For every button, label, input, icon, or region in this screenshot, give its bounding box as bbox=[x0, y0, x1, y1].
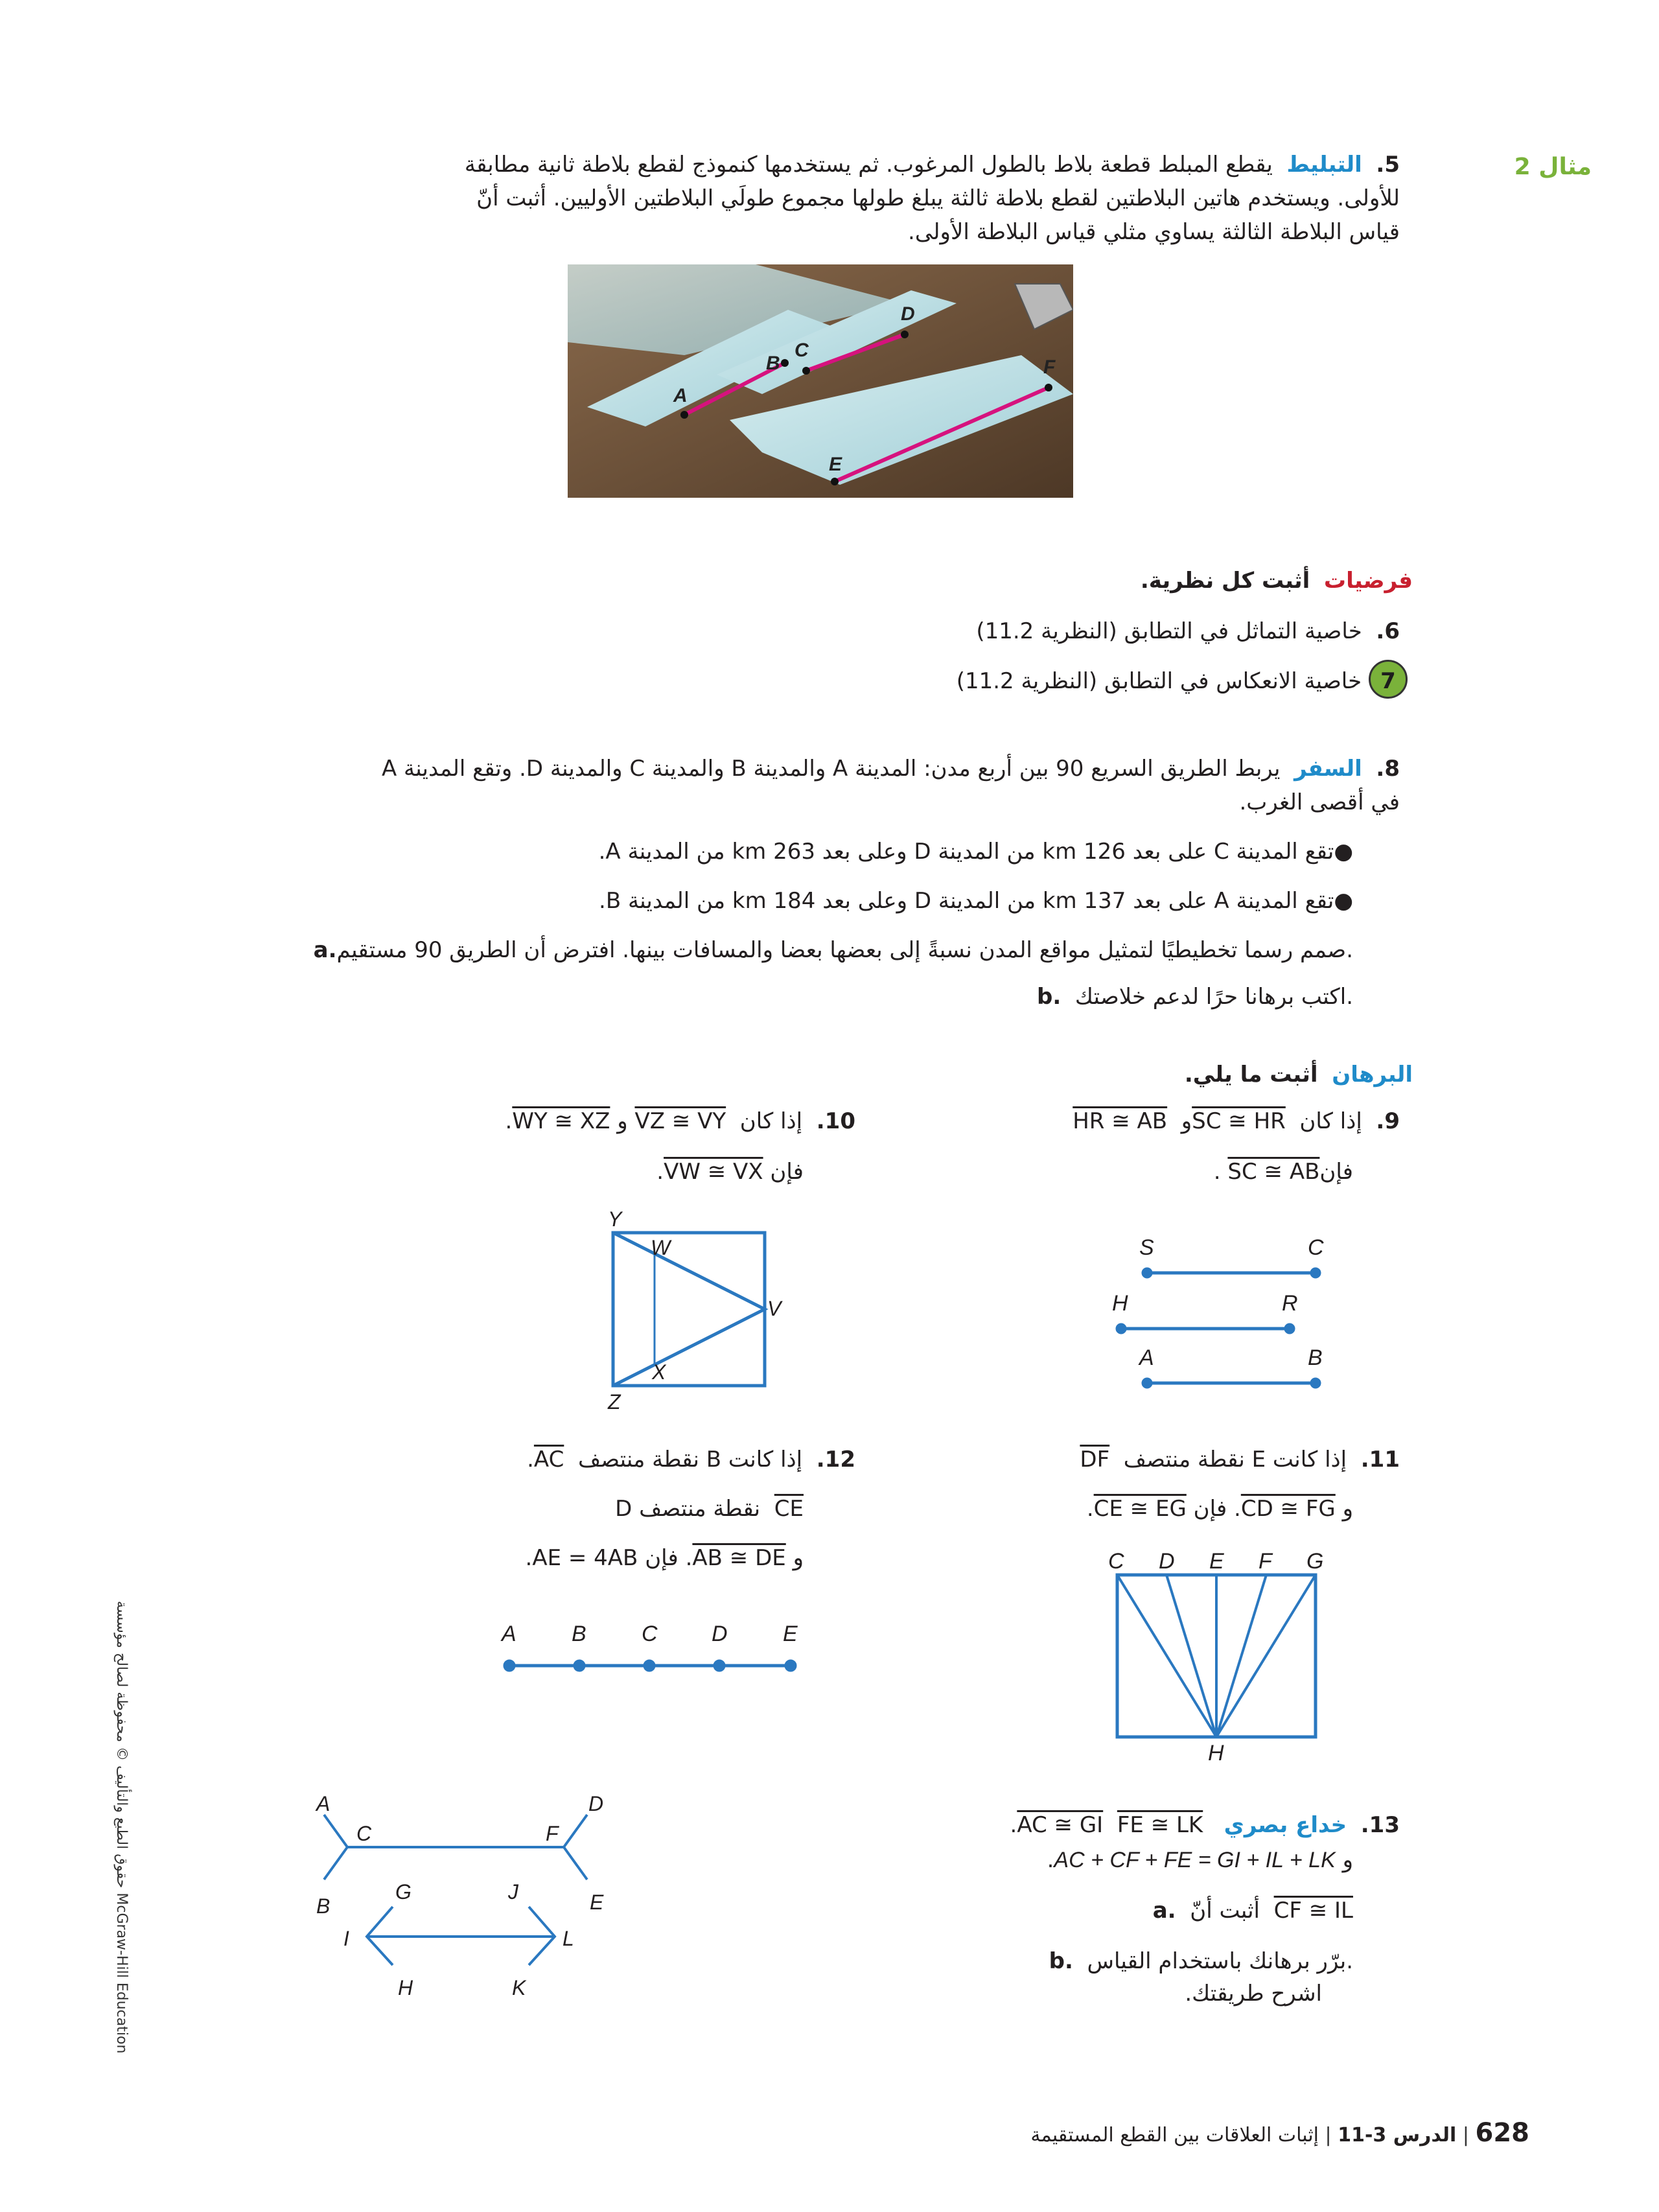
point bbox=[786, 1661, 795, 1670]
point-label: H bbox=[1208, 1741, 1224, 1763]
problem-line: يقطع المبلط قطعة بلاط بالطول المرغوب. ثم يستخدمها كنموذج لقطع بلاطة ثانية مطابقة bbox=[464, 152, 1273, 178]
problem-number: 13. bbox=[1360, 1812, 1400, 1838]
segment: CE bbox=[774, 1496, 804, 1522]
bullet-text: تقع المدينة A على بعد 137 km من المدينة D وعلى بعد 184 km من المدينة B. bbox=[599, 888, 1334, 914]
point-label: J bbox=[508, 1880, 518, 1903]
point bbox=[1143, 1269, 1151, 1277]
point-label: C bbox=[1108, 1549, 1124, 1574]
part-label: b. bbox=[1049, 1948, 1073, 1974]
text: إذا كانت E نقطة منتصف bbox=[1123, 1447, 1347, 1473]
congruence: HR ≅ AB bbox=[1073, 1108, 1168, 1134]
problem-13-part-a bbox=[1153, 1894, 1353, 1927]
problem-11 bbox=[1080, 1443, 1400, 1476]
bullet-item: ●تقع المدينة C على بعد 126 km من المدينة D وعلى بعد 263 km من المدينة A. bbox=[598, 839, 1353, 865]
problem-12-figure bbox=[487, 1614, 811, 1685]
point-label: E bbox=[590, 1891, 604, 1914]
hypotheses-tag: فرضيات bbox=[1323, 568, 1413, 594]
proof-heading bbox=[1185, 1058, 1413, 1091]
problem-number: 11. bbox=[1360, 1447, 1400, 1473]
segment: AC bbox=[533, 1447, 564, 1473]
point bbox=[505, 1661, 514, 1670]
text: إذا كانت B نقطة منتصف bbox=[577, 1447, 803, 1473]
problem-9-conclusion: فإنSC ≅ AB . bbox=[1213, 1159, 1353, 1185]
segment: DF bbox=[1080, 1447, 1110, 1473]
part-text: صمم رسما تخطيطيًا لتمثيل مواقع المدن نسبةً إلى بعضها بعضا والمسافات بينها. افترض أن الطريق 90 مستقيم. bbox=[336, 937, 1353, 963]
point-label: B bbox=[572, 1622, 586, 1646]
problem-tag: التبليط bbox=[1286, 152, 1362, 178]
text: إذا كان bbox=[739, 1108, 803, 1134]
point bbox=[1117, 1325, 1125, 1333]
text: فإن bbox=[645, 1545, 679, 1571]
point-f bbox=[1045, 384, 1052, 391]
bullet-item: ●تقع المدينة A على بعد 137 km من المدينة D وعلى بعد 184 km من المدينة B. bbox=[599, 888, 1353, 914]
hypothesis-item-6 bbox=[976, 614, 1400, 648]
arrow-right-outward bbox=[564, 1815, 587, 1880]
part-label: b. bbox=[1037, 984, 1062, 1010]
point bbox=[1312, 1379, 1319, 1387]
point-label: X bbox=[652, 1360, 666, 1384]
problem-11-figure bbox=[1089, 1543, 1348, 1763]
equation: AE = 4AB bbox=[532, 1545, 638, 1571]
text: و bbox=[617, 1108, 628, 1134]
congruence: SC ≅ AB bbox=[1227, 1159, 1320, 1185]
problem-13-line2: و AC + CF + FE = GI + IL + LK. bbox=[1047, 1847, 1353, 1873]
congruence: VW ≅ VX bbox=[664, 1159, 763, 1185]
problem-tag: خداع بصري bbox=[1224, 1812, 1347, 1838]
point-label: C bbox=[642, 1622, 658, 1646]
point-label: V bbox=[767, 1297, 782, 1320]
problem-12-line3: و AB ≅ DE. فإن AE = 4AB. bbox=[525, 1545, 804, 1571]
point-label: F bbox=[1259, 1549, 1272, 1574]
item-number-circle: 7 bbox=[1369, 660, 1408, 699]
problem-number: 10. bbox=[816, 1108, 855, 1134]
text: فإن bbox=[1193, 1496, 1227, 1522]
problem-9 bbox=[1073, 1104, 1400, 1138]
problem-13-part-b-line2: اشرح طريقتك. bbox=[1185, 1981, 1322, 2007]
text: و bbox=[1342, 1847, 1353, 1873]
problem-number: 12. bbox=[816, 1447, 855, 1473]
segment-hf bbox=[1216, 1575, 1266, 1737]
text: D نقطة منتصف bbox=[615, 1496, 761, 1522]
page-footer: 628 | الدرس 3-11 | إثبات العلاقات بين القطع المستقيمة bbox=[1030, 2118, 1529, 2148]
part-label: a. bbox=[1152, 1898, 1176, 1924]
point-label: S bbox=[1139, 1235, 1154, 1260]
point-label: C bbox=[356, 1822, 372, 1845]
hypotheses-instruction: أثبت كل نظرية. bbox=[1140, 568, 1310, 594]
point-label: A bbox=[502, 1622, 516, 1646]
point-label: E bbox=[1209, 1549, 1224, 1574]
point-label: H bbox=[1112, 1291, 1128, 1316]
problem-10: 10. إذا كان VZ ≅ VY و WY ≅ XZ. bbox=[505, 1108, 855, 1134]
point-label: C bbox=[795, 340, 809, 361]
square-outline bbox=[613, 1233, 765, 1386]
problem-tag: السفر bbox=[1294, 756, 1362, 782]
copyright-note: حقوق الطبع والتأليف © محفوظة لصالح مؤسسة McGraw-Hill Education bbox=[113, 1601, 130, 2054]
point-label: B bbox=[1308, 1345, 1323, 1370]
point bbox=[645, 1661, 654, 1670]
problem-13-part-b bbox=[1049, 1944, 1353, 1978]
point-label: D bbox=[712, 1622, 728, 1646]
point bbox=[1286, 1325, 1294, 1333]
text: و bbox=[1342, 1496, 1353, 1522]
part-text: أثبت أنّ bbox=[1190, 1898, 1260, 1924]
problem-12-line2 bbox=[615, 1492, 804, 1526]
tiling-figure bbox=[568, 264, 1073, 498]
problem-line: يربط الطريق السريع 90 بين أربع مدن: المدينة A والمدينة B والمدينة C والمدينة D. وتقع المدينة A bbox=[381, 756, 1281, 782]
problem-number: 5. bbox=[1376, 152, 1400, 178]
example-label: مثال 2 bbox=[1514, 154, 1592, 180]
proof-tag: البرهان bbox=[1332, 1062, 1413, 1088]
part-a bbox=[314, 933, 1353, 967]
point-label: B bbox=[316, 1894, 331, 1918]
congruence: CE ≅ EG bbox=[1093, 1496, 1187, 1522]
point-e bbox=[831, 478, 839, 485]
item-text: خاصية التماثل في التطابق (النظرية 11.2) bbox=[976, 618, 1362, 644]
problem-number: 8. bbox=[1376, 756, 1400, 782]
problem-8 bbox=[168, 752, 1400, 819]
problem-line: في أقصى الغرب. bbox=[1239, 789, 1400, 815]
problem-5 bbox=[298, 148, 1400, 249]
text: إذا كان bbox=[1299, 1108, 1362, 1134]
point-label: Y bbox=[608, 1207, 622, 1231]
text: و bbox=[793, 1545, 804, 1571]
point-label: E bbox=[829, 454, 842, 475]
point-label: F bbox=[1043, 356, 1056, 378]
point-a bbox=[680, 411, 688, 419]
point-label: A bbox=[1139, 1345, 1154, 1370]
point-label: A bbox=[673, 385, 688, 406]
point-label: B bbox=[766, 353, 780, 374]
point bbox=[575, 1661, 584, 1670]
point-b bbox=[781, 359, 789, 367]
hypotheses-heading bbox=[1141, 564, 1413, 598]
problem-line: للأولى. ويستخدم هاتين البلاطتين لقطع بلاطة ثالثة يبلغ طولها مجموع طولَي البلاطتين الأوليين. أثبت أنّ bbox=[476, 185, 1400, 211]
point-label: D bbox=[588, 1792, 604, 1815]
point-label: D bbox=[901, 303, 915, 325]
congruence: CF ≅ IL bbox=[1273, 1898, 1353, 1924]
point-label: K bbox=[512, 1976, 526, 1999]
point-d bbox=[901, 331, 909, 338]
point-label: R bbox=[1282, 1291, 1298, 1316]
point-label: F bbox=[546, 1822, 559, 1845]
part-text: اكتب برهانا حرًا لدعم خلاصتك. bbox=[1074, 984, 1353, 1010]
point bbox=[1312, 1269, 1319, 1277]
congruence: CD ≅ FG bbox=[1240, 1496, 1336, 1522]
part-label: a. bbox=[313, 937, 337, 963]
point-label: I bbox=[343, 1927, 349, 1950]
problem-number: 9. bbox=[1376, 1108, 1400, 1134]
point-label: C bbox=[1308, 1235, 1324, 1260]
segment-hg bbox=[1216, 1575, 1316, 1737]
bullet-text: تقع المدينة C على بعد 126 km من المدينة D وعلى بعد 263 km من المدينة A. bbox=[598, 839, 1334, 865]
point-label: A bbox=[316, 1792, 331, 1815]
problem-10-figure bbox=[583, 1207, 804, 1421]
problem-13: 13. خداع بصري AC ≅ GI FE ≅ LK. bbox=[1010, 1812, 1400, 1838]
congruence: AB ≅ DE bbox=[692, 1545, 786, 1571]
problem-12: 12. إذا كانت B نقطة منتصف AC. bbox=[527, 1447, 855, 1473]
point bbox=[715, 1661, 724, 1670]
item-number: 6. bbox=[1376, 618, 1400, 644]
text: و bbox=[1181, 1108, 1192, 1134]
item-text: خاصية الانعكاس في التطابق (النظرية 11.2) bbox=[956, 668, 1362, 694]
congruence: WY ≅ XZ bbox=[512, 1108, 610, 1134]
proof-instruction: أثبت ما يلي. bbox=[1184, 1062, 1318, 1088]
part-text: برّر برهانك باستخدام القياس. bbox=[1087, 1948, 1353, 1974]
congruence: AC ≅ GI bbox=[1017, 1812, 1104, 1838]
congruence: SC ≅ HR bbox=[1192, 1108, 1286, 1134]
part-b bbox=[1037, 980, 1353, 1014]
hypothesis-item-7 bbox=[957, 660, 1408, 699]
point-c bbox=[802, 367, 810, 375]
point-label: H bbox=[398, 1976, 413, 1999]
point-label: E bbox=[783, 1622, 798, 1646]
lesson-label: الدرس 3-11 bbox=[1338, 2124, 1457, 2147]
equation: AC + CF + FE = GI + IL + LK bbox=[1054, 1848, 1336, 1872]
arrow-left-outward bbox=[324, 1815, 347, 1880]
lesson-title: إثبات العلاقات بين القطع المستقيمة bbox=[1030, 2124, 1319, 2147]
problem-10-conclusion: فإن VW ≅ VX. bbox=[656, 1159, 804, 1185]
problem-9-figure bbox=[1102, 1218, 1348, 1393]
congruence: VZ ≅ VY bbox=[634, 1108, 726, 1134]
congruence: FE ≅ LK bbox=[1117, 1812, 1203, 1838]
segment-hc bbox=[1117, 1575, 1216, 1737]
point-label: G bbox=[395, 1880, 412, 1903]
point bbox=[1143, 1379, 1151, 1387]
text: فإن bbox=[1319, 1159, 1353, 1185]
segment-hd bbox=[1166, 1575, 1216, 1737]
point-label: G bbox=[1306, 1549, 1324, 1574]
optical-illusion-figure bbox=[305, 1789, 655, 2022]
point-label: W bbox=[651, 1236, 671, 1259]
point-label: D bbox=[1159, 1549, 1175, 1574]
point-label: L bbox=[563, 1927, 574, 1950]
page-number: 628 bbox=[1475, 2118, 1529, 2148]
problem-11-line2: و CD ≅ FG. فإن CE ≅ EG. bbox=[1086, 1496, 1353, 1522]
problem-line: قياس البلاطة الثالثة يساوي مثلي قياس البلاطة الأولى. bbox=[908, 219, 1400, 245]
text: فإن bbox=[770, 1159, 804, 1185]
point-label: Z bbox=[608, 1390, 621, 1414]
triangle-sides bbox=[613, 1233, 765, 1386]
